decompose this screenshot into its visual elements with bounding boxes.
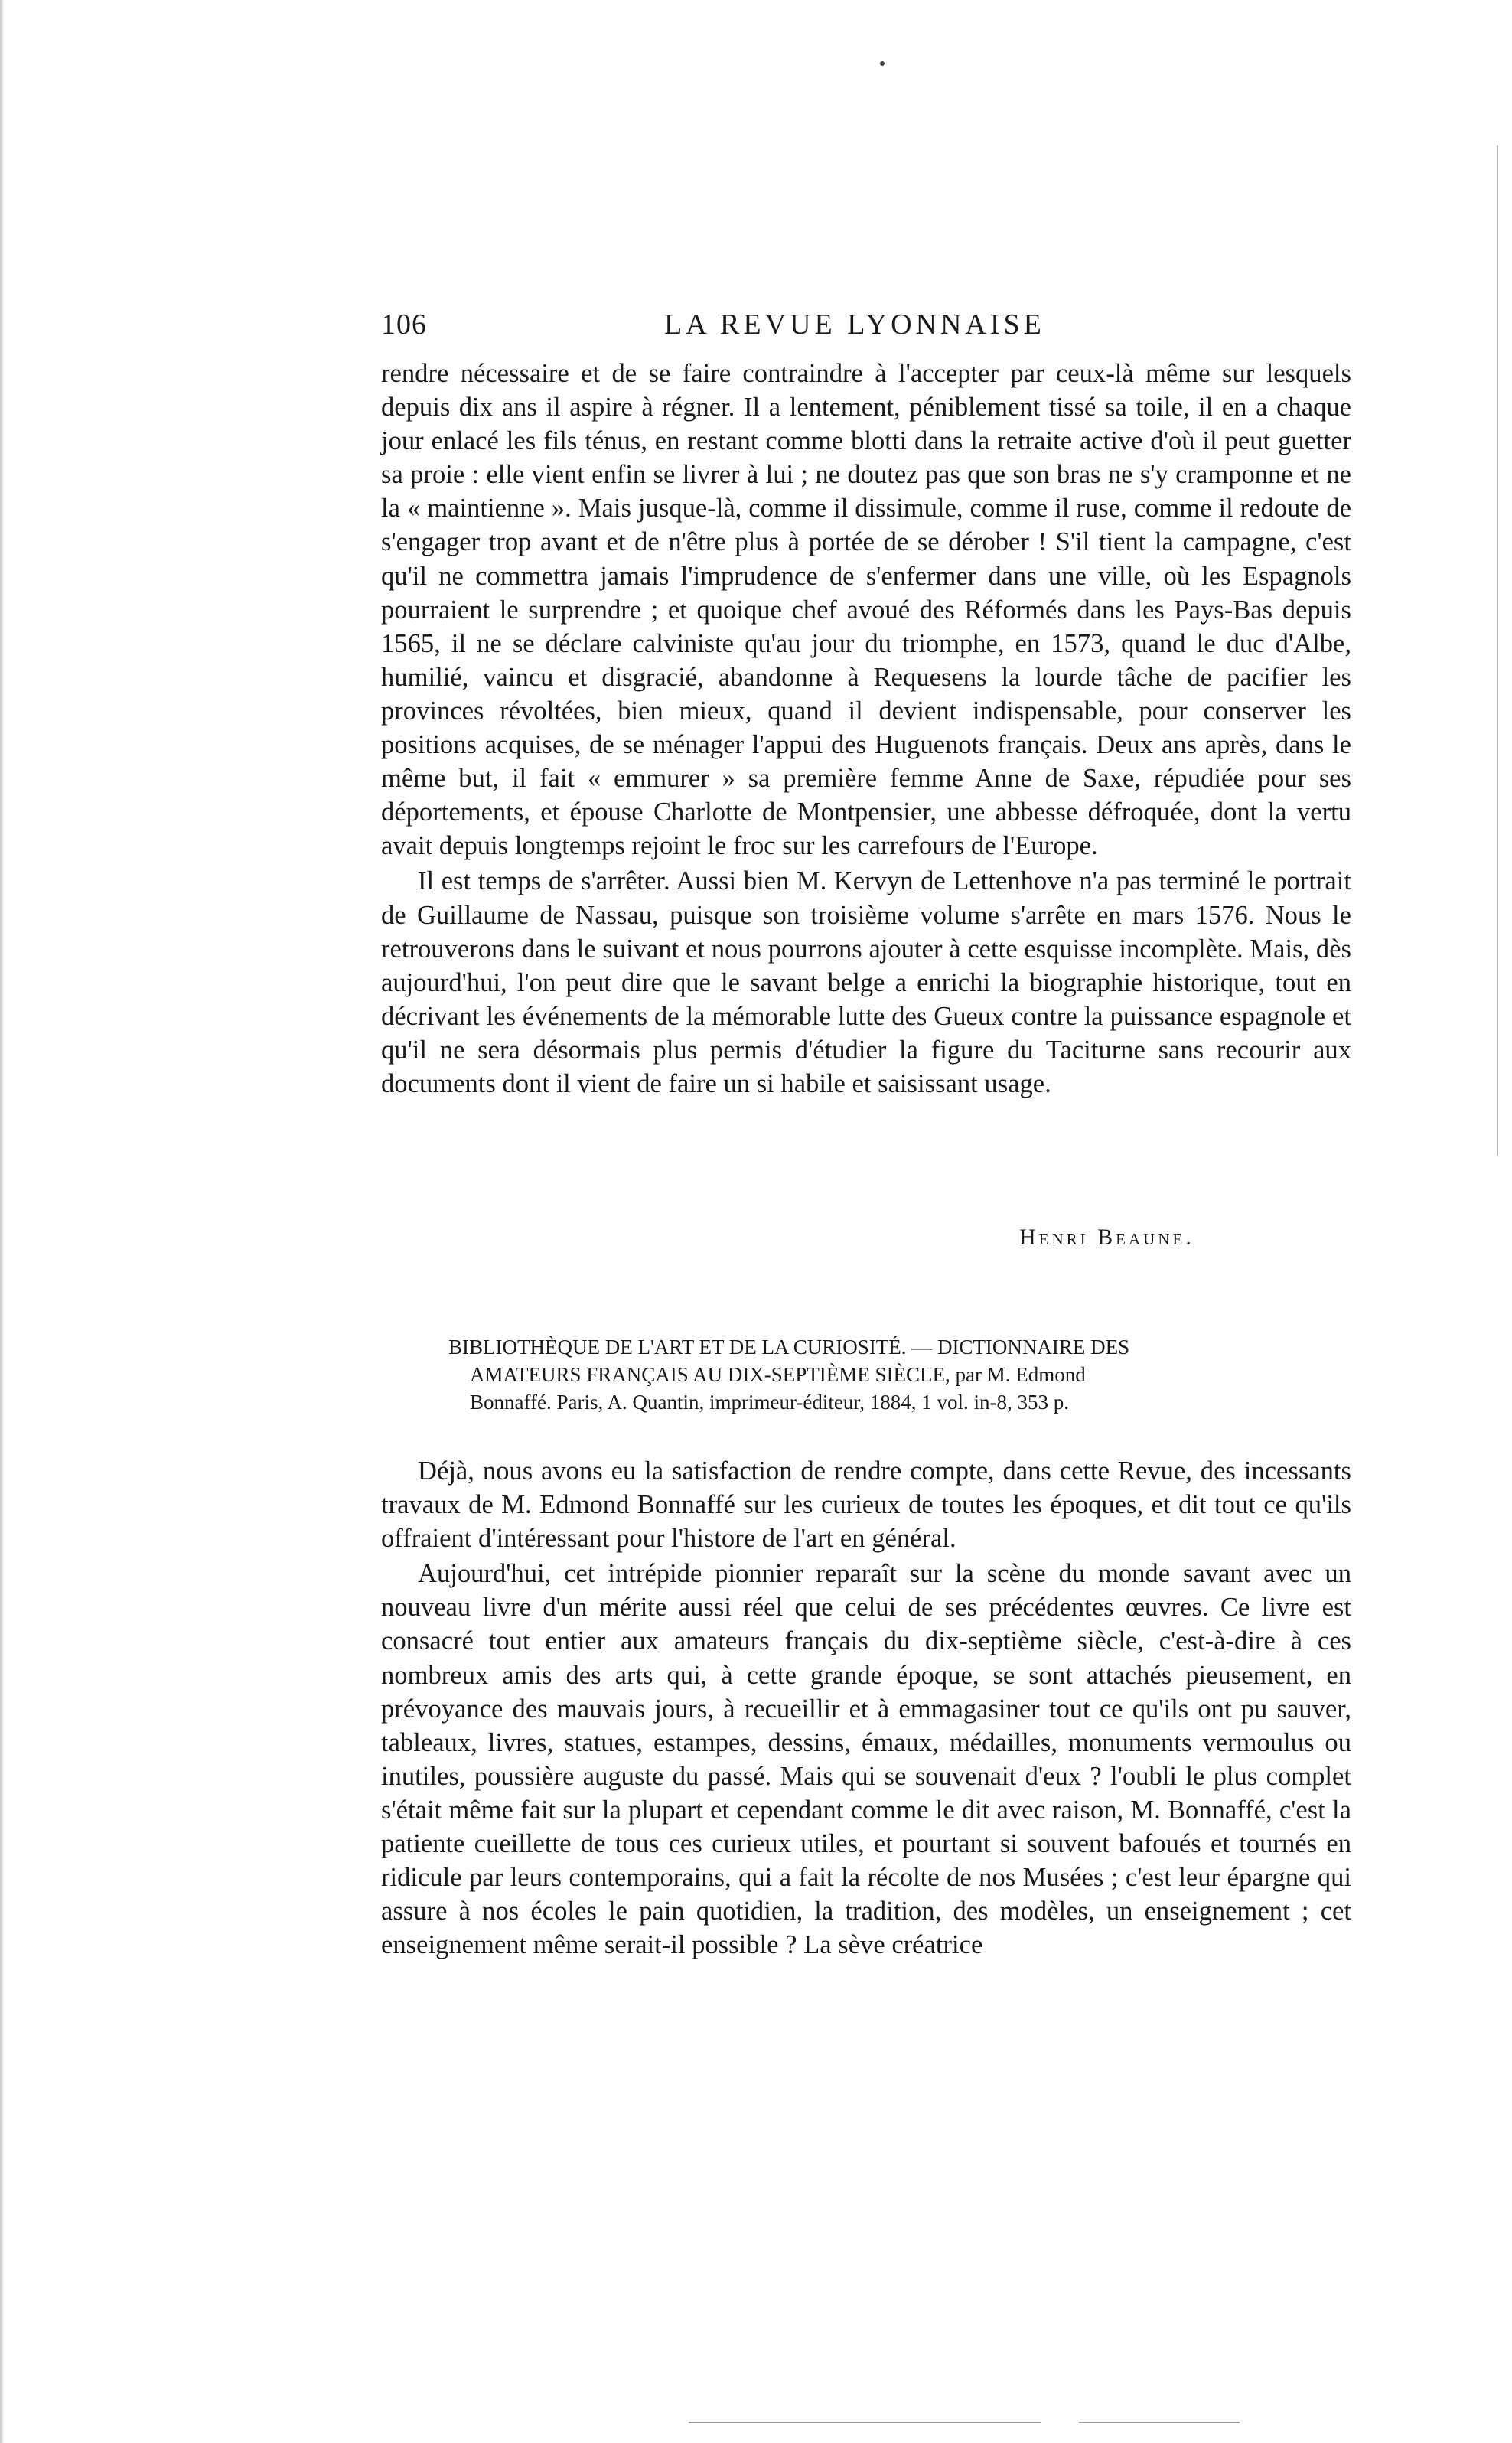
article-two-paragraph-2: Aujourd'hui, cet intrépide pionnier reparaît sur la scène du monde savant avec un nouveau livre d'un mérite aussi réel que celui de ses précédentes œuvres. Ce livre est consacré tout entier aux amateurs français du dix-septième siècle, c'est-à-dire à ces nombreux amis des arts qui, à cette grande époque, se sont attachés pieusement, en prévoyance des mauvais jours, à recueillir et à emmagasiner tout ce qu'ils ont pu sauver, tableaux, livres, statues, estampes, dessins, émaux, médailles, monuments vermoulus ou inutiles, poussière auguste du passé. Mais qui se souvenait d'eux ? l'oubli le plus complet s'était même fait sur la plupart et cependant comme le dit avec raison, M. Bonnaffé, c'est la patiente cueillette de tous ces curieux utiles, et pourtant si souvent bafoués et tournés en ridicule par leurs contemporains, qui a fait la récolte de nos Musées ; c'est leur épargne qui assure à nos écoles le pain quotidien, la tradition, des modèles, un enseignement ; cet enseignement même serait-il possible ? La sève créatrice (381, 1559, 1351, 1960)
ink-dot (880, 61, 885, 66)
article-two-paragraph-1: Déjà, nous avons eu la satisfaction de rendre compte, dans cette Revue, des incessants travaux de M. Edmond Bonnaffé sur les curieux de toutes les époques, et dit tout ce qu'ils offraient d'intéressant pour l'histore de l'art en général. (381, 1456, 1351, 1554)
journal-title: LA REVUE LYONNAISE (664, 308, 1045, 341)
page-number: 106 (381, 308, 427, 341)
page-edge-shadow (0, 0, 5, 2443)
footer-rule (689, 2422, 1041, 2423)
article-two (381, 1454, 1351, 1962)
notice-line-1: BIBLIOTHÈQUE DE L'ART ET DE LA CURIOSITÉ. — DICTIONNAIRE DES (448, 1336, 1130, 1358)
running-head (381, 308, 1351, 354)
article-one (381, 357, 1351, 1101)
footer-rule-short (1079, 2422, 1240, 2423)
book-notice (448, 1333, 1351, 1416)
article-one-paragraph-1: rendre nécessaire et de se faire contraindre à l'accepter par ceux-là même sur lesquels depuis dix ans il aspire à régner. Il a lentement, péniblement tissé sa toile, il en a chaque jour enlacé les fils ténus, en restant comme blotti dans la retraite active d'où il peut guetter sa proie : elle vient enfin se livrer à lui ; ne doutez pas que son bras ne s'y cramponne et ne la « maintienne ». Mais jusque-là, comme il dissimule, comme il ruse, comme il redoute de s'engager trop avant et de n'être plus à portée de se dérober ! S'il tient la campagne, c'est qu'il ne commettra jamais l'imprudence de s'enfermer dans une ville, où les Espagnols pourraient le surprendre ; et quoique chef avoué des Réformés dans les Pays-Bas depuis 1565, il ne se déclare calviniste qu'au jour du triomphe, en 1573, quand le duc d'Albe, humilié, vaincu et disgracié, abandonne à Requesens la lourde tâche de pacifier les provinces révoltées, bien mieux, quand il devient indispensable, pour conserver les positions acquises, de se ménager l'appui des Huguenots français. Deux ans après, dans le même but, il fait « emmurer » sa première femme Anne de Saxe, répudiée pour ses déportements, et épouse Charlotte de Montpensier, une abbesse défroquée, dont la vertu avait depuis longtemps rejoint le froc sur les carrefours de l'Europe. (381, 359, 1351, 861)
article-one-paragraph-2: Il est temps de s'arrêter. Aussi bien M. Kervyn de Lettenhove n'a pas terminé le portrait de Guillaume de Nassau, puisque son troisième volume s'arrête en mars 1576. Nous le retrouverons dans le suivant et nous pourrons ajouter à cette esquisse incomplète. Mais, dès aujourd'hui, l'on peut dire que le savant belge a enrichi la biographie historique, tout en décrivant les événements de la mémorable lutte des Gueux contre la puissance espagnole et qu'il ne sera désormais plus permis d'étudier la figure du Taciturne sans recourir aux documents dont il vient de faire un si habile et saisissant usage. (381, 866, 1351, 1098)
author-signature: Henri Beaune. (1019, 1225, 1194, 1250)
notice-line-3: Bonnaffé. Paris, A. Quantin, imprimeur-éditeur, 1884, 1 vol. in-8, 353 p. (470, 1391, 1070, 1414)
notice-line-2: AMATEURS FRANÇAIS AU DIX-SEPTIÈME SIÈCLE, par M. Edmond (470, 1363, 1086, 1386)
margin-rule (1497, 145, 1498, 1156)
